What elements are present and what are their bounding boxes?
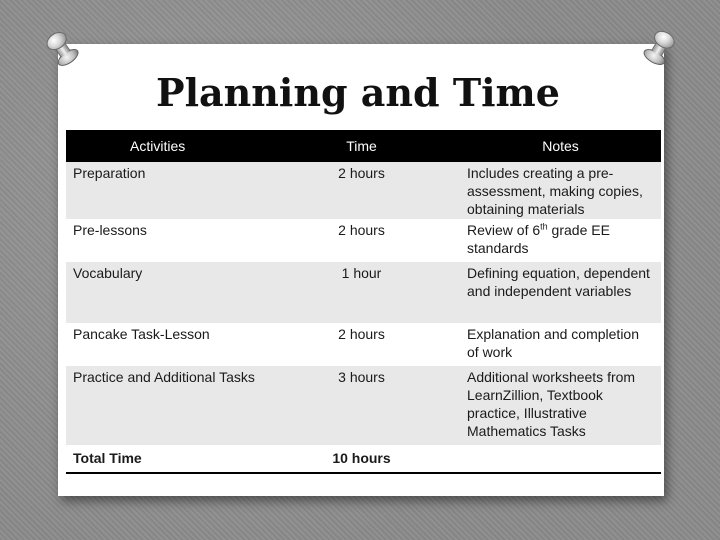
header-time: Time bbox=[263, 130, 460, 162]
total-time: 10 hours bbox=[263, 445, 460, 473]
header-notes: Notes bbox=[460, 130, 661, 162]
time-cell: 2 hours bbox=[263, 219, 460, 262]
activity-cell: Vocabulary bbox=[66, 262, 263, 323]
notes-cell: Additional worksheets from LearnZillion, Textbook practice, Illustrative Mathematics Tasks bbox=[460, 366, 661, 445]
time-cell: 3 hours bbox=[263, 366, 460, 445]
total-row bbox=[66, 445, 661, 473]
table-row bbox=[66, 219, 661, 262]
activity-cell: Pre-lessons bbox=[66, 219, 263, 262]
table-header-row bbox=[66, 130, 661, 162]
table-row bbox=[66, 262, 661, 323]
header-activities: Activities bbox=[66, 130, 263, 162]
time-cell: 2 hours bbox=[263, 162, 460, 219]
notes-cell bbox=[460, 219, 661, 262]
table-row bbox=[66, 323, 661, 366]
notes-cell: Explanation and completion of work bbox=[460, 323, 661, 366]
notes-cell: Includes creating a pre-assessment, making copies, obtaining materials bbox=[460, 162, 661, 219]
table-row bbox=[66, 162, 661, 219]
notes-text: grade EE standards bbox=[467, 222, 610, 256]
total-label: Total Time bbox=[66, 445, 263, 473]
activity-cell: Practice and Additional Tasks bbox=[66, 366, 263, 445]
slide-title: Planning and Time bbox=[156, 70, 560, 115]
time-cell: 2 hours bbox=[263, 323, 460, 366]
table-row bbox=[66, 366, 661, 445]
planning-table bbox=[66, 130, 661, 474]
activity-cell: Pancake Task-Lesson bbox=[66, 323, 263, 366]
time-cell: 1 hour bbox=[263, 262, 460, 323]
total-notes-empty bbox=[460, 445, 661, 473]
notes-cell: Defining equation, dependent and independent variables bbox=[460, 262, 661, 323]
ordinal-suffix: th bbox=[540, 221, 548, 232]
activity-cell: Preparation bbox=[66, 162, 263, 219]
notes-text: Review of 6 bbox=[467, 222, 541, 238]
